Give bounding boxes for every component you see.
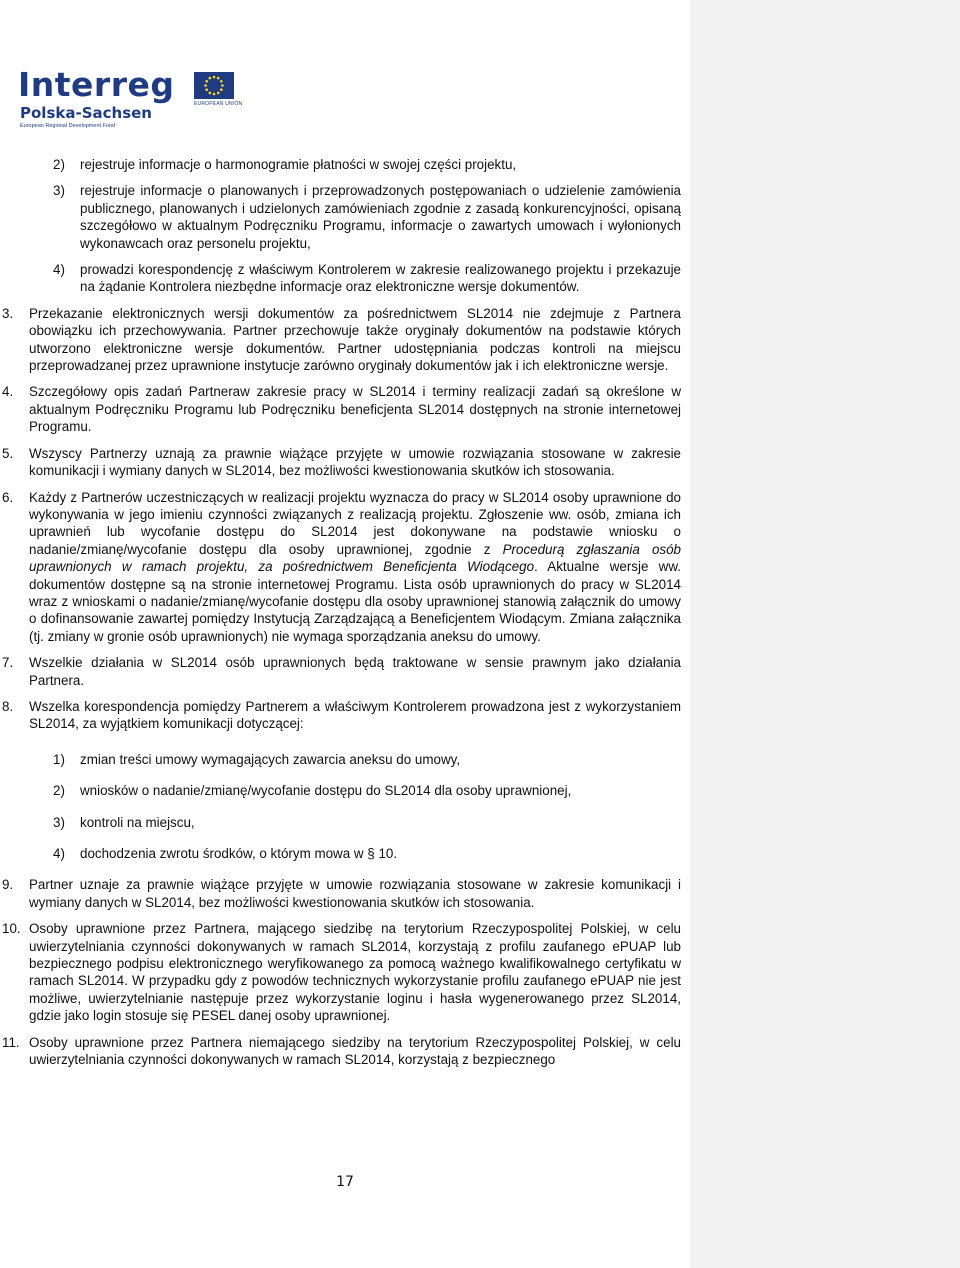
- paragraph: 3. Przekazanie elektronicznych wersji dokumentów za pośrednictwem SL2014 nie zdejmuje z Partnera obowiązku ich przechowywania. Partner przechowuje także oryginały dokumentów na podstawie których utworzono elektroniczne wersje dokumentów. Partner udostępniania podczas kontroli na miejscu przeprowadzanej przez uprawnione instytucje zarówno oryginały dokumentów jak i ich elektroniczne wersje.: [2, 305, 681, 374]
- document-body: [2, 156, 682, 1077]
- logo-eu-label: EUROPEAN UNION: [194, 101, 243, 107]
- paragraph: 8. Wszelka korespondencja pomiędzy Partnerem a właściwym Kontrolerem prowadzona jest z wykorzystaniem SL2014, za wyjątkiem komunikacji dotyczącej:: [2, 698, 681, 732]
- paragraph: 4. Szczegółowy opis zadań Partneraw zakresie pracy w SL2014 i terminy realizacji zadań są określone w aktualnym Podręczniku Programu lub Podręczniku beneficjenta SL2014 dostępnych na stronie internetowej Programu.: [2, 384, 681, 435]
- comment-margin: [690, 0, 960, 1268]
- logo-subtitle: Polska-Sachsen: [20, 104, 152, 122]
- paragraph: 7. Wszelkie działania w SL2014 osób uprawnionych będą traktowane w sensie prawnym jako działania Partnera.: [2, 655, 681, 688]
- interreg-logo: [18, 65, 243, 134]
- list-item: 1) zmian treści umowy wymagających zawarcia aneksu do umowy,: [53, 751, 461, 767]
- paragraph: 9. Partner uznaje za prawnie wiążące przyjęte w umowie rozwiązania stosowane w zakresie komunikacji i wymiany danych w SL2014, bez możliwości kwestionowania skutków ich stosowania.: [2, 877, 681, 910]
- list-item: 2) wniosków o nadanie/zmianę/wycofanie dostępu do SL2014 dla osoby uprawnionej,: [53, 783, 572, 799]
- list-item: 4) dochodzenia zwrotu środków, o którym mowa w § 10.: [53, 846, 398, 861]
- logo-word: Interreg: [18, 65, 175, 104]
- list-item: 3) kontroli na miejscu,: [53, 814, 195, 830]
- list-item: 2) rejestruje informacje o harmonogramie płatności w swojej części projektu,: [53, 157, 517, 172]
- logo-fund: European Regional Development Fund: [20, 123, 116, 129]
- list-item: 3) rejestruje informacje o planowanych i przeprowadzonych postępowaniach o udzielenie zamówienia publicznego, planowanych i udzielonych zamówieniach zgodnie z zasadą konkurencyjności, opisaną szczegółowo w aktualnym Podręczniku Programu, informacje o zawartych umowach i wyłonionych wykonawcach oraz personelu projektu,: [53, 183, 681, 251]
- list-item: 4) prowadzi korespondencję z właściwym Kontrolerem w zakresie realizowanego projektu i przekazuje na żądanie Kontrolera niezbędne informacje oraz elektroniczne wersje dokumentów.: [53, 262, 681, 295]
- paragraph: 10. Osoby uprawnione przez Partnera, mającego siedzibę na terytorium Rzeczypospolitej Polskiej, w celu uwierzytelniania czynności dokonywanych w ramach SL2014, korzystają z profilu zaufanego ePUAP lub bezpiecznego podpisu elektronicznego weryfikowanego za pomocą ważnego kwalifikowalnego certyfikatu w ramach SL2014. W przypadku gdy z powodów technicznych wykorzystanie profilu zaufanego ePUAP nie jest możliwe, uwierzytelnianie następuje przez wykorzystanie loginu i hasła wygenerowanego przez SL2014, gdzie jako login stosuje się PESEL danej osoby uprawnionej.: [2, 921, 681, 1024]
- page-number: 17: [336, 1174, 354, 1190]
- paragraph: 5. Wszyscy Partnerzy uznają za prawnie wiążące przyjęte w umowie rozwiązania stosowane w zakresie komunikacji i wymiany danych w SL2014, bez możliwości kwestionowania skutków ich stosowania.: [2, 445, 681, 479]
- eu-flag-icon: [194, 72, 234, 99]
- paragraph: 11. Osoby uprawnione przez Partnera niemającego siedziby na terytorium Rzeczypospolitej Polskiej, w celu uwierzytelniania czynności dokonywanych w ramach SL2014, korzystają z bezpiecznego: [2, 1034, 681, 1068]
- paragraph: 6. Każdy z Partnerów uczestniczących w realizacji projektu wyznacza do pracy w SL2014 osoby uprawnione do wykonywania w jego imieniu czynności związanych z realizacją projektu. Zgłoszenie ww. osób, zmiana ich uprawnień lub wycofanie dostępu do SL2014 jest dokonywane na podstawie wniosku o nadanie/zmianę/wycofanie dostępu dla osoby uprawnionej, zgodnie z Procedurą zgłaszania osób uprawnionych w ramach projektu, za pośrednictwem Beneficjenta Wiodącego. Aktualne wersje ww. dokumentów dostępne są na stronie internetowej Programu. Lista osób uprawnionych do pracy w SL2014 wraz z wnioskami o nadanie/zmianę/wycofanie dostępu dla osoby uprawnionej stanowią załącznik do umowy o dofinansowanie zawartej pomiędzy Instytucją Zarządzającą a Beneficjentem Wiodącym. Zmiana załącznika (tj. zmiany w gronie osób uprawnionych) nie wymaga sporządzania aneksu do umowy.: [2, 489, 682, 644]
